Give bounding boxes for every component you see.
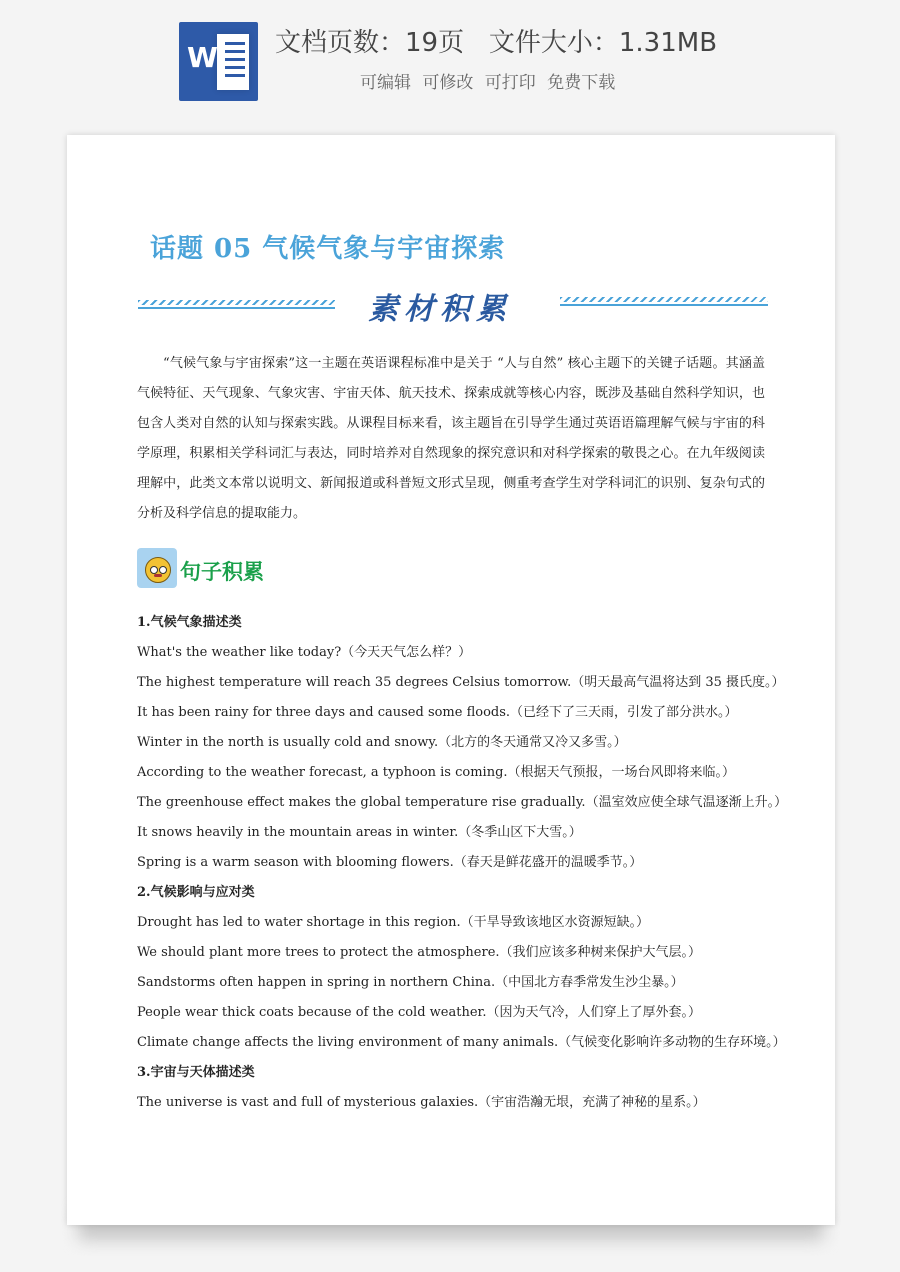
file-meta-info: 文档页数：19页 文件大小：1.31MB (275, 28, 718, 58)
sentence-item: Winter in the north is usually cold and snowy.（北方的冬天通常又冷又多雪。） (137, 735, 627, 750)
sentence-item: People wear thick coats because of the cold weather.（因为天气冷，人们穿上了厚外套。） (137, 1005, 701, 1020)
sentence-item: The highest temperature will reach 35 degrees Celsius tomorrow.（明天最高气温将达到 35 摄氏度。） (137, 675, 785, 690)
file-features: 可编辑 可修改 可打印 免费下载 (360, 73, 616, 93)
sentence-item: The greenhouse effect makes the global temperature rise gradually.（温室效应使全球气温逐渐上升。） (137, 795, 788, 810)
category-heading: 2.气候影响与应对类 (137, 885, 255, 900)
download-banner (0, 0, 900, 125)
category-heading: 3.宇宙与天体描述类 (137, 1065, 255, 1080)
cartoon-scholar-icon (137, 548, 177, 588)
decorative-line-left (138, 300, 335, 310)
section-subtitle: 句子积累 (180, 560, 264, 584)
topic-title: 话题 05 气候气象与宇宙探索 (150, 234, 506, 264)
word-document-icon (179, 22, 258, 101)
sentence-item: It snows heavily in the mountain areas in winter.（冬季山区下大雪。） (137, 825, 582, 840)
sentence-item: It has been rainy for three days and caused some floods.（已经下了三天雨，引发了部分洪水。） (137, 705, 738, 720)
sentence-item: We should plant more trees to protect the atmosphere.（我们应该多种树来保护大气层。） (137, 945, 702, 960)
word-icon-letter: W (187, 41, 218, 74)
category-heading: 1.气候气象描述类 (137, 615, 242, 630)
sentence-item: According to the weather forecast, a typhoon is coming.（根据天气预报，一场台风即将来临。） (137, 765, 736, 780)
sentence-item: Spring is a warm season with blooming flowers.（春天是鲜花盛开的温暖季节。） (137, 855, 643, 870)
intro-paragraph: “气候气象与宇宙探索”这一主题在英语课程标准中是关于 “人与自然” 核心主题下的关键子话题。其涵盖气候特征、天气现象、气象灾害、宇宙天体、航天技术、探索成就等核心内容，既涉及基础自然科学知识，也包含人类对自然的认知与探索实践。从课程目标来看，该主题旨在引导学生通过英语语篇理解气候与宇宙的科学原理，积累相关学科词汇与表达，同时培养对自然现象的探究意识和对科学探索的敬畏之心。在九年级阅读理解中，此类文本常以说明文、新闻报道或科普短文形式呈现，侧重考查学生对学科词汇的识别、复杂句式的分析及科学信息的提取能力。 (137, 356, 765, 521)
sentence-item: Climate change affects the living environment of many animals.（气候变化影响许多动物的生存环境。） (137, 1035, 786, 1050)
decorative-line-right (560, 297, 768, 307)
section-banner: 素材积累 (368, 292, 512, 327)
sentence-item: The universe is vast and full of mysterious galaxies.（宇宙浩瀚无垠，充满了神秘的星系。） (137, 1095, 706, 1110)
sentence-item: Drought has led to water shortage in this region.（干旱导致该地区水资源短缺。） (137, 915, 650, 930)
sentence-item: Sandstorms often happen in spring in northern China.（中国北方春季常发生沙尘暴。） (137, 975, 684, 990)
sentence-item: What's the weather like today?（今天天气怎么样？） (137, 645, 472, 660)
word-icon-page (217, 34, 249, 90)
